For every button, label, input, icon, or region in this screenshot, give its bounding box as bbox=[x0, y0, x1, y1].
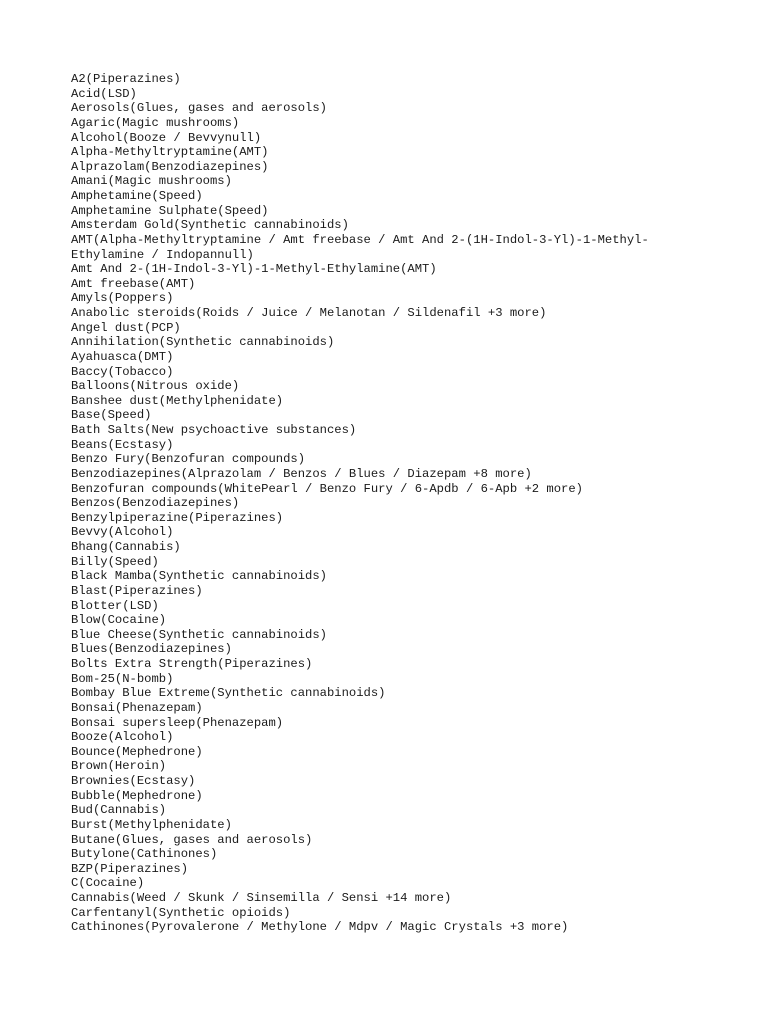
list-item: Bevvy(Alcohol) bbox=[71, 525, 174, 540]
list-item: Brown(Heroin) bbox=[71, 759, 167, 774]
list-item: Ethylamine / Indopannull) bbox=[71, 247, 254, 262]
list-item: Benzylpiperazine(Piperazines) bbox=[71, 510, 284, 525]
list-item: Cathinones(Pyrovalerone / Methylone / Mdpv / Magic Crystals +3 more) bbox=[71, 920, 569, 935]
list-item: Bounce(Mephedrone) bbox=[71, 744, 203, 759]
list-item: Bath Salts(New psychoactive substances) bbox=[71, 423, 357, 437]
list-item: Beans(Ecstasy) bbox=[71, 437, 174, 452]
list-item: Butylone(Cathinones) bbox=[71, 847, 218, 862]
list-item: Brownies(Ecstasy) bbox=[71, 774, 196, 788]
list-item: Blue Cheese(Synthetic cannabinoids) bbox=[71, 627, 327, 642]
list-item: Balloons(Nitrous oxide) bbox=[71, 379, 240, 394]
list-item: BZP(Piperazines) bbox=[71, 861, 189, 876]
list-item: Blues(Benzodiazepines) bbox=[71, 642, 232, 657]
list-item: Baccy(Tobacco) bbox=[71, 364, 174, 379]
list-item: Booze(Alcohol) bbox=[71, 730, 174, 745]
list-item: Butane(Glues, gases and aerosols) bbox=[71, 832, 313, 847]
list-item: Bom-25(N-bomb) bbox=[71, 671, 174, 686]
list-item: Blast(Piperazines) bbox=[71, 583, 203, 598]
list-item: Base(Speed) bbox=[71, 408, 152, 423]
list-item: Agaric(Magic mushrooms) bbox=[71, 115, 240, 130]
list-item: Bubble(Mephedrone) bbox=[71, 788, 203, 803]
list-item: Alcohol(Booze / Bevvynull) bbox=[71, 130, 262, 145]
list-item: Bud(Cannabis) bbox=[71, 803, 167, 818]
list-item: Ayahuasca(DMT) bbox=[71, 349, 174, 364]
list-item: Blotter(LSD) bbox=[71, 598, 159, 613]
list-item: Bonsai supersleep(Phenazepam) bbox=[71, 715, 284, 730]
list-item: Bolts Extra Strength(Piperazines) bbox=[71, 657, 313, 671]
list-item: Alprazolam(Benzodiazepines) bbox=[71, 159, 269, 174]
list-item: Amyls(Poppers) bbox=[71, 291, 174, 306]
list-item: Burst(Methylphenidate) bbox=[71, 817, 232, 832]
list-item: Billy(Speed) bbox=[71, 554, 159, 569]
list-item: Benzo Fury(Benzofuran compounds) bbox=[71, 452, 306, 467]
list-item: Black Mamba(Synthetic cannabinoids) bbox=[71, 569, 327, 584]
list-item: Amsterdam Gold(Synthetic cannabinoids) bbox=[71, 218, 349, 233]
list-item: Amphetamine(Speed) bbox=[71, 189, 203, 203]
list-item: Cannabis(Weed / Skunk / Sinsemilla / Sensi +14 more) bbox=[71, 891, 452, 905]
list-item: Acid(LSD) bbox=[71, 86, 137, 101]
drug-name-list bbox=[71, 72, 751, 935]
list-item: Benzofuran compounds(WhitePearl / Benzo Fury / 6-Apdb / 6-Apb +2 more) bbox=[71, 481, 583, 496]
list-item: Carfentanyl(Synthetic opioids) bbox=[71, 905, 291, 920]
list-item: Amphetamine Sulphate(Speed) bbox=[71, 203, 269, 218]
list-item: Annihilation(Synthetic cannabinoids) bbox=[71, 335, 335, 350]
list-item: Angel dust(PCP) bbox=[71, 320, 181, 335]
list-item: C(Cocaine) bbox=[71, 876, 145, 891]
list-item: Bonsai(Phenazepam) bbox=[71, 700, 203, 715]
list-item: Anabolic steroids(Roids / Juice / Melanotan / Sildenafil +3 more) bbox=[71, 306, 547, 320]
list-item: Blow(Cocaine) bbox=[71, 613, 167, 628]
list-item: Bombay Blue Extreme(Synthetic cannabinoids) bbox=[71, 686, 386, 701]
list-item: Banshee dust(Methylphenidate) bbox=[71, 393, 284, 408]
list-item: AMT(Alpha-Methyltryptamine / Amt freebase / Amt And 2-(1H-Indol-3-Yl)-1-Methyl- bbox=[71, 232, 649, 247]
list-item: Benzos(Benzodiazepines) bbox=[71, 496, 240, 511]
list-item: Aerosols(Glues, gases and aerosols) bbox=[71, 101, 327, 116]
list-item: Amani(Magic mushrooms) bbox=[71, 174, 232, 189]
list-item: A2(Piperazines) bbox=[71, 72, 181, 86]
list-item: Amt freebase(AMT) bbox=[71, 276, 196, 291]
list-item: Amt And 2-(1H-Indol-3-Yl)-1-Methyl-Ethylamine(AMT) bbox=[71, 262, 437, 277]
list-item: Bhang(Cannabis) bbox=[71, 540, 181, 554]
list-item: Alpha-Methyltryptamine(AMT) bbox=[71, 145, 269, 160]
list-item: Benzodiazepines(Alprazolam / Benzos / Blues / Diazepam +8 more) bbox=[71, 466, 532, 481]
